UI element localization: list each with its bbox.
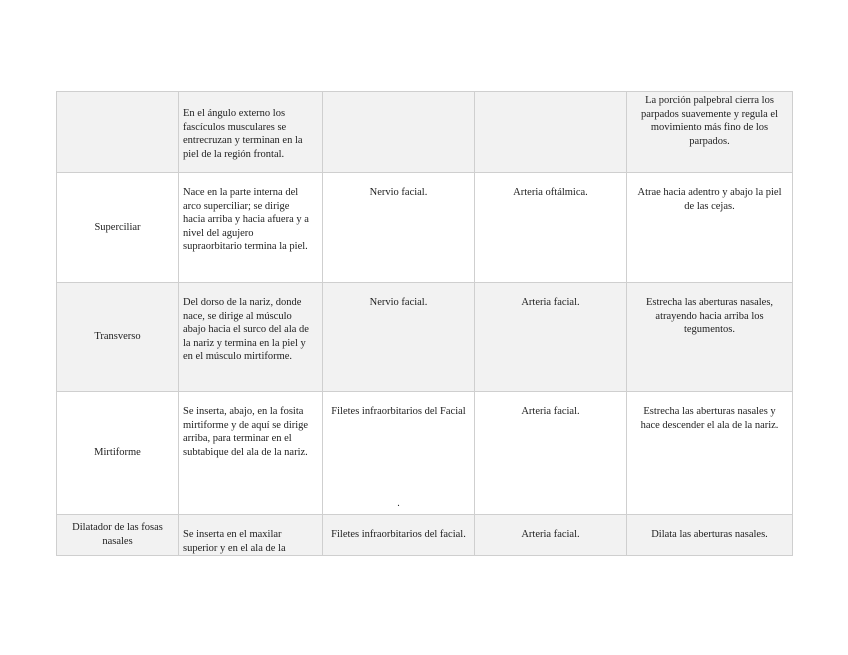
nerve-cell: Nervio facial. (323, 283, 475, 392)
table-row (57, 283, 793, 392)
table-row (57, 173, 793, 283)
table-row (57, 515, 793, 556)
muscle-name-cell (57, 92, 179, 173)
artery-cell: Arteria facial. (475, 283, 627, 392)
table-row (57, 392, 793, 515)
action-cell: Estrecha las aberturas nasales, atrayendo hacia arriba los tegumentos. (627, 283, 793, 392)
artery-cell: Arteria facial. (475, 392, 627, 515)
insertion-cell: En el ángulo externo los fascículos musculares se entrecruzan y terminan en la piel de la región frontal. (179, 92, 323, 173)
nerve-cell: Filetes infraorbitarios del facial. (323, 515, 475, 556)
muscle-table (56, 91, 793, 556)
insertion-cell: Se inserta en el maxilar superior y en el ala de la (179, 515, 323, 556)
action-cell: Atrae hacia adentro y abajo la piel de las cejas. (627, 173, 793, 283)
artery-cell: Arteria oftálmica. (475, 173, 627, 283)
muscle-name-cell: Dilatador de las fosas nasales (57, 515, 179, 556)
nerve-cell: Nervio facial. (323, 173, 475, 283)
action-cell: Estrecha las aberturas nasales y hace descender el ala de la nariz. (627, 392, 793, 515)
artery-cell (475, 92, 627, 173)
table-row (57, 92, 793, 173)
nerve-cell (323, 92, 475, 173)
muscle-name-cell: Mirtiforme (57, 392, 179, 515)
action-cell: La porción palpebral cierra los parpados suavemente y regula el movimiento más fino de los parpados. (627, 92, 793, 173)
insertion-cell: Nace en la parte interna del arco superciliar; se dirige hacia arriba y hacia afuera y a nivel del agujero supraorbitario termina la piel. (179, 173, 323, 283)
insertion-cell: Del dorso de la nariz, donde nace, se dirige al músculo abajo hacia el surco del ala de la nariz y termina en la piel y en el músculo mirtiforme. (179, 283, 323, 392)
nerve-cell (323, 392, 475, 515)
insertion-cell: Se inserta, abajo, en la fosita mirtiforme y de aquí se dirige arriba, para terminar en el subtabique del ala de la nariz. (179, 392, 323, 515)
muscle-name-cell: Transverso (57, 283, 179, 392)
dot-mark: . (397, 497, 400, 509)
artery-cell: Arteria facial. (475, 515, 627, 556)
action-cell: Dilata las aberturas nasales. (627, 515, 793, 556)
muscle-name-cell: Superciliar (57, 173, 179, 283)
nerve-text: Filetes infraorbitarios del Facial (331, 406, 466, 417)
